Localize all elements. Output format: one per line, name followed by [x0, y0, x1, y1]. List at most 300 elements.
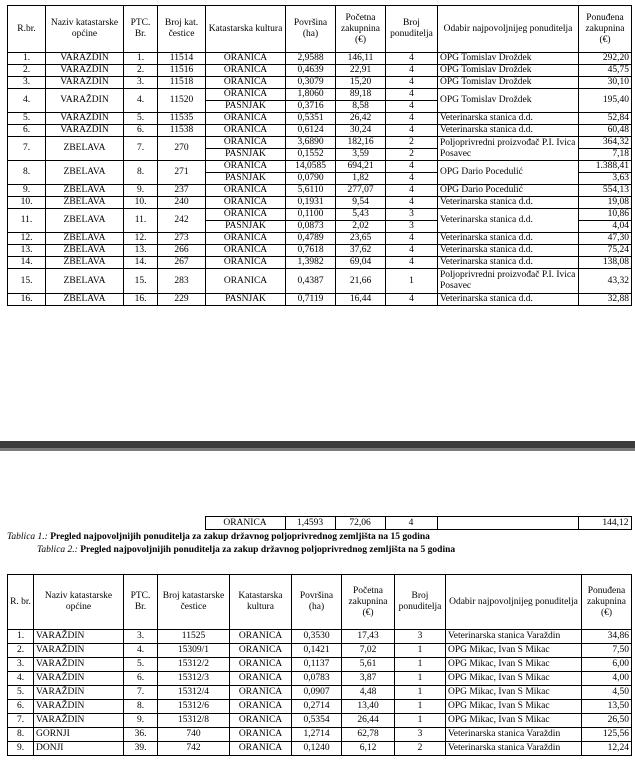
- cell-cestica: 15312/6: [158, 700, 230, 714]
- cell-kultura: PAŠNJAK: [206, 294, 286, 306]
- cell-ponudena: 32,88: [579, 294, 632, 306]
- cell-pocetna: 37,62: [336, 245, 386, 257]
- cell-ponuditelj: Veterinarska stanica d.d.: [438, 245, 579, 257]
- cell-ptc: 11.: [124, 209, 158, 233]
- cell-ponudena: 19,08: [579, 197, 632, 209]
- cell-ponudena: 43,32: [579, 269, 632, 294]
- cell-povrsina: 0,0873: [286, 221, 336, 233]
- table-row: [8, 65, 632, 77]
- cell-ponuditelj: OPG Dario Pocedulić: [438, 161, 579, 185]
- cell-broj: 4: [386, 77, 438, 89]
- cell-povrsina: 1,2714: [292, 728, 342, 742]
- table-1-header: [8, 6, 632, 53]
- cell-ponuditelj: OPG Mikac, Ivan S Mikac: [446, 672, 582, 686]
- cell-pocetna: 26,42: [336, 113, 386, 125]
- header-ptc: PTC. Br.: [124, 575, 158, 630]
- cell-pocetna: 26,44: [342, 714, 395, 728]
- cell-kultura: ORANICA: [206, 89, 286, 101]
- cell-broj: 4: [386, 197, 438, 209]
- cell-povrsina: 0,0907: [292, 686, 342, 700]
- cell-ponuditelj: OPG Mikac, Ivan S Mikac: [446, 644, 582, 658]
- table-row: [8, 77, 632, 89]
- cell-pocetna: 15,20: [336, 77, 386, 89]
- caption-label: Tablica 1.:: [7, 532, 48, 542]
- cell-rbr: 6.: [8, 700, 34, 714]
- cell-rbr: 3.: [8, 658, 34, 672]
- cell-ponudena: 6,00: [582, 658, 632, 672]
- cell-rbr: 2.: [8, 65, 46, 77]
- cell-ponuditelj: Veterinarska stanica d.d.: [438, 257, 579, 269]
- cell-naziv: VARAŽDIN: [46, 77, 124, 89]
- cell-naziv: ZBELAVA: [46, 209, 124, 233]
- cell-ptc: 16.: [124, 294, 158, 306]
- cell-ponuditelj: Veterinarska stanica d.d.: [438, 113, 579, 125]
- cell-ptc: 5.: [124, 658, 158, 672]
- table-row: [8, 53, 632, 65]
- cell-ponuditelj: Veterinarska stanica d.d.: [438, 125, 579, 137]
- cell-cestica: 266: [158, 245, 206, 257]
- table-row: [8, 672, 632, 686]
- cell-povrsina: 0,3716: [286, 101, 336, 113]
- cell-cestica: 15309/1: [158, 644, 230, 658]
- cell-ponudena: 554,13: [579, 185, 632, 197]
- cell-rbr: 12.: [8, 233, 46, 245]
- cell-broj: 4: [386, 125, 438, 137]
- cell-cestica: 271: [158, 161, 206, 185]
- cell-naziv: ZBELAVA: [46, 233, 124, 245]
- cell-povrsina: 0,0783: [292, 672, 342, 686]
- cell-broj: 4: [385, 517, 437, 530]
- cell-kultura: ORANICA: [230, 742, 292, 756]
- cell-povrsina: 1,4593: [285, 517, 335, 530]
- table-row: [8, 89, 632, 101]
- cell-cestica: 740: [158, 728, 230, 742]
- cell-ptc: 36.: [124, 728, 158, 742]
- cell-kultura: ORANICA: [206, 245, 286, 257]
- cell-broj: 3: [395, 630, 446, 644]
- cell-kultura: ORANICA: [230, 686, 292, 700]
- table-2-caption: [37, 545, 455, 555]
- table-row: [8, 742, 632, 756]
- cell-pocetna: 16,44: [336, 294, 386, 306]
- cell-ponuditelj: Veterinarska stanica Varaždin: [446, 630, 582, 644]
- cell-povrsina: 0,4387: [286, 269, 336, 294]
- cell-ptc: 9.: [124, 714, 158, 728]
- cell-cestica: 229: [158, 294, 206, 306]
- cell-ptc: 13.: [124, 245, 158, 257]
- header-naziv: Naziv katastarske općine: [34, 575, 124, 630]
- cell-naziv: VARAŽDIN: [34, 630, 124, 644]
- cell-pocetna: 9,54: [336, 197, 386, 209]
- cell-ponuditelj: OPG Mikac, Ivan S Mikac: [446, 714, 582, 728]
- table-1: [7, 5, 632, 306]
- cell-pocetna: 23,65: [336, 233, 386, 245]
- cell-ptc: 6.: [124, 125, 158, 137]
- header-ponudena: Ponuđena zakupnina (€): [582, 575, 632, 630]
- cell-povrsina: 0,7119: [286, 294, 336, 306]
- cell-ponudena: 52,84: [579, 113, 632, 125]
- table-row: [8, 658, 632, 672]
- cell-broj: 1: [395, 700, 446, 714]
- cell-cestica: 11516: [158, 65, 206, 77]
- header-rbr: R. br.: [8, 575, 34, 630]
- cell-broj: 4: [386, 89, 438, 101]
- header-kultura: Katastarska kultura: [206, 6, 286, 53]
- cell-naziv: ZBELAVA: [46, 294, 124, 306]
- cell-pocetna: 2,02: [336, 221, 386, 233]
- cell-rbr: 11.: [8, 209, 46, 233]
- header-broj: Broj ponuditelja: [395, 575, 446, 630]
- cell-kultura: PAŠNJAK: [206, 221, 286, 233]
- cell-rbr: 15.: [8, 269, 46, 294]
- cell-povrsina: 5,6110: [286, 185, 336, 197]
- header-kultura: Katastarska kultura: [230, 575, 292, 630]
- cell-pocetna: 1,82: [336, 173, 386, 185]
- table-row: [8, 209, 632, 221]
- cell-naziv: ZBELAVA: [46, 197, 124, 209]
- cell-rbr: 8.: [8, 161, 46, 185]
- cell-pocetna: 4,48: [342, 686, 395, 700]
- cell-povrsina: 0,1421: [292, 644, 342, 658]
- table-row: [8, 197, 632, 209]
- table-row: [8, 185, 632, 197]
- table-row: [8, 686, 632, 700]
- cell-povrsina: 0,3079: [286, 77, 336, 89]
- cell-naziv: VARAŽDIN: [34, 658, 124, 672]
- cell-broj: 3: [386, 221, 438, 233]
- cell-rbr: 6.: [8, 125, 46, 137]
- cell-povrsina: 0,7618: [286, 245, 336, 257]
- cell-ptc: 3.: [124, 77, 158, 89]
- cell-rbr: 9.: [8, 185, 46, 197]
- cell-cestica: 267: [158, 257, 206, 269]
- cell-ponudena: 12,24: [582, 742, 632, 756]
- cell-rbr: 14.: [8, 257, 46, 269]
- cell-cestica: 242: [158, 209, 206, 233]
- cell-ponudena: 4,00: [582, 672, 632, 686]
- table-2-body: [8, 630, 632, 756]
- cell-cestica: 240: [158, 197, 206, 209]
- cell-rbr: 8.: [8, 728, 34, 742]
- cell-ptc: 7.: [124, 686, 158, 700]
- cell-pocetna: 277,07: [336, 185, 386, 197]
- cell-cestica: 11518: [158, 77, 206, 89]
- cell-ponuditelj: Poljoprivredni proizvođač P.I. Ivica Posavec: [438, 137, 579, 161]
- table-row: [8, 728, 632, 742]
- table-row: [8, 700, 632, 714]
- cell-pocetna: 5,43: [336, 209, 386, 221]
- cell-pocetna: 3,87: [342, 672, 395, 686]
- cell-kultura: ORANICA: [205, 517, 285, 530]
- cell-ptc: 6.: [124, 672, 158, 686]
- cell-cestica: 270: [158, 137, 206, 161]
- cell-povrsina: 0,5354: [292, 714, 342, 728]
- cell-pocetna: 694,21: [336, 161, 386, 173]
- cell-povrsina: 0,6124: [286, 125, 336, 137]
- empty-cell: [7, 517, 45, 530]
- cell-cestica: 15312/3: [158, 672, 230, 686]
- cell-povrsina: 0,2714: [292, 700, 342, 714]
- cell-ptc: 4.: [124, 89, 158, 113]
- header-pocetna: Početna zakupnina (€): [342, 575, 395, 630]
- cell-pocetna: 21,66: [336, 269, 386, 294]
- cell-ptc: 14.: [124, 257, 158, 269]
- header-naziv: Naziv katastarske općine: [46, 6, 124, 53]
- cell-pocetna: 72,06: [335, 517, 385, 530]
- cell-cestica: 15312/8: [158, 714, 230, 728]
- cell-pocetna: 7,02: [342, 644, 395, 658]
- header-ponuditelj: Odabir najpovoljnijeg ponuditelja: [438, 6, 579, 53]
- table-row: [8, 161, 632, 173]
- cell-broj: 4: [386, 294, 438, 306]
- cell-ponudena: 1.388,41: [579, 161, 632, 173]
- cell-povrsina: 1,8060: [286, 89, 336, 101]
- cell-ptc: 4.: [124, 644, 158, 658]
- cell-cestica: 11520: [158, 89, 206, 113]
- cell-cestica: 283: [158, 269, 206, 294]
- cell-pocetna: 8,58: [336, 101, 386, 113]
- cell-cestica: 11514: [158, 53, 206, 65]
- cell-naziv: ZBELAVA: [46, 269, 124, 294]
- cell-pocetna: 13,40: [342, 700, 395, 714]
- cell-pocetna: 6,12: [342, 742, 395, 756]
- caption-text: Pregled najpovoljnijih ponuditelja za zakup državnog poljoprivrednog zemljišta na 15 godina: [47, 532, 430, 542]
- empty-cell: [157, 517, 205, 530]
- empty-cell: [123, 517, 157, 530]
- cell-naziv: VARAŽDIN: [34, 686, 124, 700]
- header-ponuditelj: Odabir najpovoljnijeg ponuditelja: [446, 575, 582, 630]
- cell-povrsina: 0,1100: [286, 209, 336, 221]
- cell-broj: 2: [395, 742, 446, 756]
- cell-ponudena: 125,56: [582, 728, 632, 742]
- cell-povrsina: 3,6890: [286, 137, 336, 149]
- cell-kultura: ORANICA: [230, 700, 292, 714]
- cell-ponuditelj: [437, 517, 578, 530]
- cell-ptc: 12.: [124, 233, 158, 245]
- table-row: [8, 233, 632, 245]
- table-1-continuation: [7, 516, 632, 530]
- cell-povrsina: 0,4639: [286, 65, 336, 77]
- cell-ponudena: 75,24: [579, 245, 632, 257]
- cell-ponuditelj: OPG Tomislav Droždek: [438, 65, 579, 77]
- cell-ponudena: 7,18: [579, 149, 632, 161]
- cell-naziv: VARAŽDIN: [46, 125, 124, 137]
- cell-naziv: VARAŽDIN: [34, 714, 124, 728]
- cell-broj: 4: [386, 257, 438, 269]
- table-row: [7, 517, 631, 530]
- cell-broj: 4: [386, 233, 438, 245]
- cell-kultura: ORANICA: [206, 269, 286, 294]
- cell-ponuditelj: OPG Mikac, Ivan S Mikac: [446, 686, 582, 700]
- cell-povrsina: 0,4789: [286, 233, 336, 245]
- cell-ponuditelj: Veterinarska stanica Varaždin: [446, 728, 582, 742]
- cell-kultura: ORANICA: [230, 672, 292, 686]
- cell-cestica: 11535: [158, 113, 206, 125]
- page-break-divider-shadow: [0, 448, 635, 451]
- table-row: [8, 257, 632, 269]
- cell-ponuditelj: OPG Mikac, Ivan S Mikac: [446, 658, 582, 672]
- cell-ponuditelj: Poljoprivredni proizvođač P.I. Ivica Posavec: [438, 269, 579, 294]
- table-row: [8, 137, 632, 149]
- cell-ponudena: 10,86: [579, 209, 632, 221]
- cell-broj: 4: [386, 245, 438, 257]
- cell-naziv: ZBELAVA: [46, 185, 124, 197]
- cell-ponuditelj: OPG Mikac, Ivan S Mikac: [446, 700, 582, 714]
- cell-rbr: 1.: [8, 630, 34, 644]
- cell-povrsina: 0,3530: [292, 630, 342, 644]
- cell-naziv: GORNJI: [34, 728, 124, 742]
- cell-naziv: DONJI: [34, 742, 124, 756]
- cell-ponudena: 292,20: [579, 53, 632, 65]
- cell-cestica: 15312/2: [158, 658, 230, 672]
- cell-naziv: ZBELAVA: [46, 137, 124, 161]
- cell-ptc: 10.: [124, 197, 158, 209]
- cell-ponuditelj: OPG Tomislav Droždek: [438, 89, 579, 113]
- cell-kultura: PAŠNJAK: [206, 149, 286, 161]
- cell-kultura: ORANICA: [206, 125, 286, 137]
- cell-rbr: 5.: [8, 686, 34, 700]
- cell-cestica: 237: [158, 185, 206, 197]
- cell-ponudena: 138,08: [579, 257, 632, 269]
- header-ponudena: Ponuđena zakupnina (€): [579, 6, 632, 53]
- cell-rbr: 10.: [8, 197, 46, 209]
- table-row: [8, 113, 632, 125]
- cell-ponuditelj: Veterinarska stanica d.d.: [438, 294, 579, 306]
- cell-ponuditelj: Veterinarska stanica d.d.: [438, 209, 579, 233]
- cell-rbr: 16.: [8, 294, 46, 306]
- cell-kultura: ORANICA: [230, 644, 292, 658]
- cell-ptc: 7.: [124, 137, 158, 161]
- table-2: [7, 574, 632, 756]
- cell-pocetna: 17,43: [342, 630, 395, 644]
- cell-ponuditelj: Veterinarska stanica Varaždin: [446, 742, 582, 756]
- empty-cell: [45, 517, 123, 530]
- cell-kultura: ORANICA: [206, 233, 286, 245]
- cell-rbr: 4.: [8, 672, 34, 686]
- cell-ponuditelj: Veterinarska stanica d.d.: [438, 233, 579, 245]
- cell-rbr: 5.: [8, 113, 46, 125]
- cell-ponudena: 45,75: [579, 65, 632, 77]
- cell-ponudena: 195,40: [579, 89, 632, 113]
- cell-kultura: ORANICA: [230, 728, 292, 742]
- cell-broj: 4: [386, 173, 438, 185]
- cell-pocetna: 182,16: [336, 137, 386, 149]
- cell-cestica: 11538: [158, 125, 206, 137]
- caption-label: Tablica 2.:: [37, 545, 78, 555]
- cell-naziv: VARAŽDIN: [46, 89, 124, 113]
- cell-broj: 4: [386, 161, 438, 173]
- cell-ponudena: 26,50: [582, 714, 632, 728]
- cell-ponudena: 13,50: [582, 700, 632, 714]
- cell-broj: 2: [386, 149, 438, 161]
- caption-text: Pregled najpovoljnijih ponuditelja za zakup državnog poljoprivrednog zemljišta na 5 godina: [77, 545, 456, 555]
- cell-cestica: 273: [158, 233, 206, 245]
- cell-povrsina: 0,5351: [286, 113, 336, 125]
- cell-ptc: 8.: [124, 161, 158, 185]
- cell-povrsina: 0,1137: [292, 658, 342, 672]
- cell-pocetna: 3,59: [336, 149, 386, 161]
- cell-rbr: 4.: [8, 89, 46, 113]
- cell-ponudena: 34,86: [582, 630, 632, 644]
- cell-kultura: ORANICA: [206, 113, 286, 125]
- header-povrsina: Površina (ha): [286, 6, 336, 53]
- cell-cestica: 742: [158, 742, 230, 756]
- cell-rbr: 7.: [8, 714, 34, 728]
- table-row: [8, 245, 632, 257]
- cell-ponudena: 364,32: [579, 137, 632, 149]
- cell-naziv: ZBELAVA: [46, 257, 124, 269]
- header-povrsina: Površina (ha): [292, 575, 342, 630]
- cell-povrsina: 0,1931: [286, 197, 336, 209]
- cell-naziv: ZBELAVA: [46, 161, 124, 185]
- cell-kultura: ORANICA: [230, 630, 292, 644]
- cell-ponudena: 3,63: [579, 173, 632, 185]
- cell-pocetna: 22,91: [336, 65, 386, 77]
- cell-povrsina: 0,1552: [286, 149, 336, 161]
- table-1-body: [8, 53, 632, 306]
- header-cestica: Broj katastarske čestice: [158, 575, 230, 630]
- cell-broj: 1: [395, 644, 446, 658]
- cell-kultura: ORANICA: [230, 658, 292, 672]
- cell-broj: 4: [386, 65, 438, 77]
- table-row: [8, 644, 632, 658]
- header-cestica: Broj kat. čestice: [158, 6, 206, 53]
- cell-rbr: 2.: [8, 644, 34, 658]
- table-row: [8, 125, 632, 137]
- cell-ponuditelj: Veterinarska stanica d.d.: [438, 197, 579, 209]
- cell-broj: 3: [386, 209, 438, 221]
- cell-kultura: PAŠNJAK: [206, 173, 286, 185]
- cell-ptc: 3.: [124, 630, 158, 644]
- cell-cestica: 15312/4: [158, 686, 230, 700]
- cell-broj: 2: [386, 137, 438, 149]
- cell-ponudena: 60,48: [579, 125, 632, 137]
- header-ptc: PTC. Br.: [124, 6, 158, 53]
- cell-broj: 4: [386, 113, 438, 125]
- cell-kultura: ORANICA: [206, 53, 286, 65]
- cell-ptc: 9.: [124, 185, 158, 197]
- cell-naziv: ZBELAVA: [46, 245, 124, 257]
- cell-broj: 1: [395, 714, 446, 728]
- table-row: [8, 294, 632, 306]
- cell-cestica: 11525: [158, 630, 230, 644]
- cell-broj: 1: [395, 658, 446, 672]
- cell-pocetna: 146,11: [336, 53, 386, 65]
- cell-pocetna: 62,78: [342, 728, 395, 742]
- cell-pocetna: 30,24: [336, 125, 386, 137]
- cell-naziv: VARAŽDIN: [34, 672, 124, 686]
- cell-kultura: PAŠNJAK: [206, 101, 286, 113]
- cell-broj: 3: [395, 728, 446, 742]
- cell-povrsina: 0,1240: [292, 742, 342, 756]
- cell-rbr: 13.: [8, 245, 46, 257]
- cell-povrsina: 2,9588: [286, 53, 336, 65]
- cell-kultura: ORANICA: [206, 209, 286, 221]
- cell-ponudena: 4,04: [579, 221, 632, 233]
- table-1-caption: [7, 532, 430, 542]
- cell-ptc: 8.: [124, 700, 158, 714]
- table-row: [8, 630, 632, 644]
- cell-ponudena: 30,10: [579, 77, 632, 89]
- header-pocetna: Početna zakupnina (€): [336, 6, 386, 53]
- table-row: [8, 269, 632, 294]
- cell-naziv: VARAŽDIN: [46, 65, 124, 77]
- cell-ponudena: 47,30: [579, 233, 632, 245]
- cell-rbr: 7.: [8, 137, 46, 161]
- cell-povrsina: 14,0585: [286, 161, 336, 173]
- cell-kultura: ORANICA: [206, 257, 286, 269]
- cell-ptc: 15.: [124, 269, 158, 294]
